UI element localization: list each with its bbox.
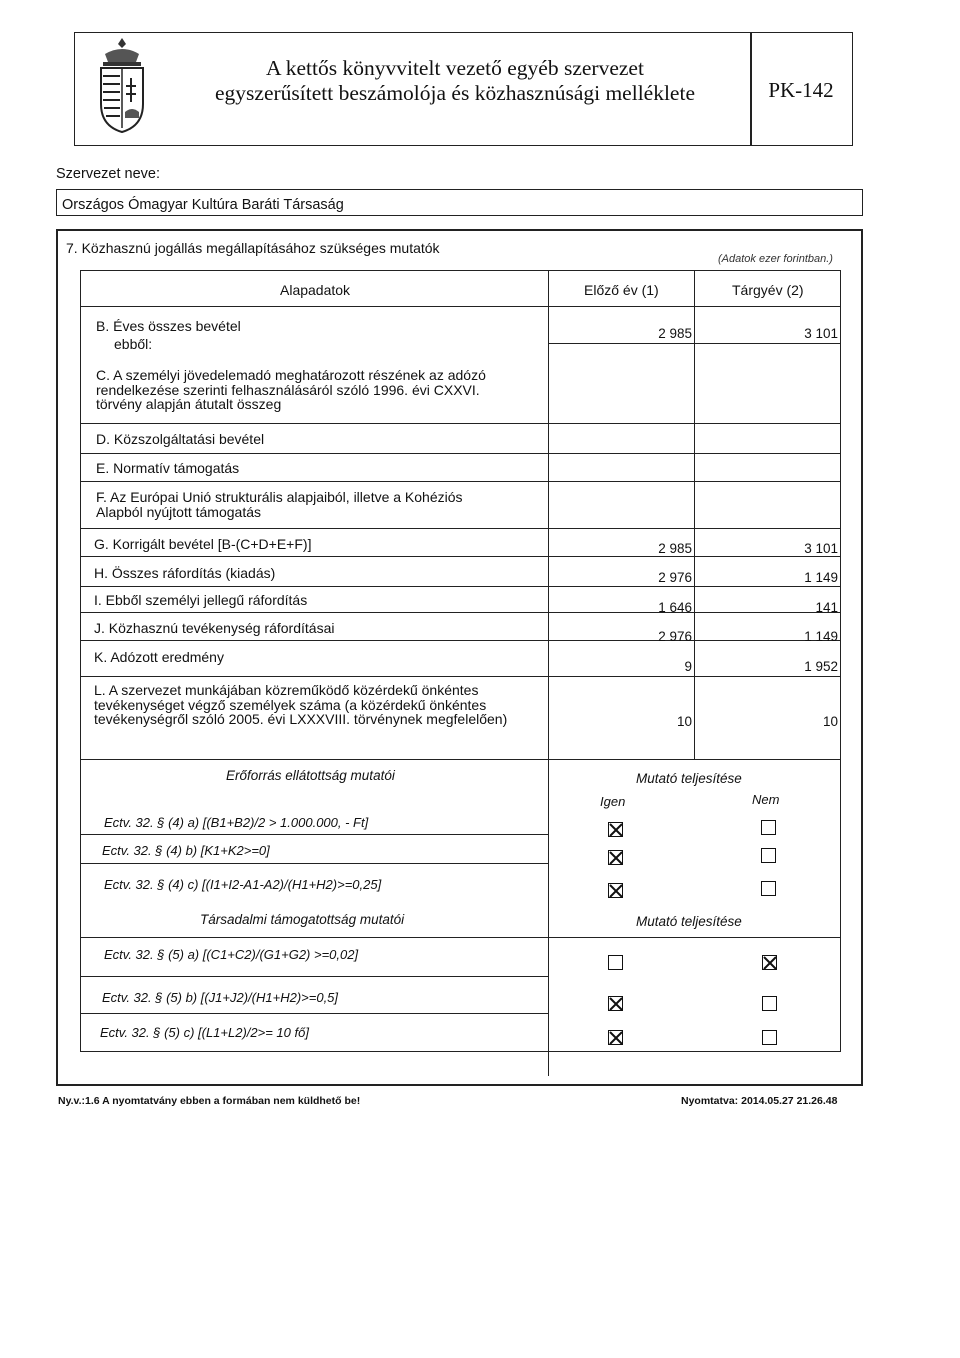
header-divider (750, 32, 752, 145)
ind-right (840, 760, 841, 1052)
row-sep (80, 423, 841, 424)
soc-a-no-checkbox[interactable] (762, 955, 777, 970)
ind-divider (548, 760, 549, 1076)
val-curr-i: 141 (815, 600, 838, 615)
row-label-b: B. Éves összes bevétel (96, 318, 241, 334)
res-a-yes-checkbox[interactable] (608, 822, 623, 837)
org-name: Országos Ómagyar Kultúra Baráti Társaság (62, 197, 344, 213)
row-sep (548, 343, 841, 344)
res-sep (80, 834, 548, 835)
social-result-title: Mutató teljesítése (636, 914, 742, 929)
coat-of-arms-icon (93, 36, 151, 136)
soc-label-a: Ectv. 32. § (5) a) [(C1+C2)/(G1+G2) >=0,02] (104, 947, 359, 962)
val-prev-b: 2 985 (658, 326, 692, 341)
row-label-i: I. Ebből személyi jellegű ráfordítás (94, 592, 308, 608)
row-label-e: E. Normatív támogatás (96, 460, 240, 476)
res-b-yes-checkbox[interactable] (608, 850, 623, 865)
col-header-prev: Előző év (1) (584, 282, 659, 298)
table-left (80, 270, 81, 760)
row-sep (80, 556, 841, 557)
row-label-j: J. Közhasznú tevékenység ráfordításai (94, 620, 335, 636)
footer-printed: Nyomtatva: 2014.05.27 21.26.48 (681, 1095, 838, 1107)
resources-result-title: Mutató teljesítése (636, 771, 742, 786)
soc-label-c: Ectv. 32. § (5) c) [(L1+L2)/2>= 10 fő] (100, 1025, 309, 1040)
ind-left (80, 760, 81, 1052)
table-bottom (80, 759, 841, 760)
ind-bottom (80, 1051, 841, 1052)
soc-label-b: Ectv. 32. § (5) b) [(J1+J2)/(H1+H2)>=0,5] (102, 990, 339, 1005)
val-prev-h: 2 976 (658, 570, 692, 585)
section-bottom-border (56, 1084, 863, 1086)
soc-b-yes-checkbox[interactable] (608, 996, 623, 1011)
form-title (160, 56, 750, 106)
val-prev-i: 1 646 (658, 600, 692, 615)
form-title-line1: A kettős könyvvitelt vezető egyéb szervezet (266, 56, 644, 80)
row-sep (80, 481, 841, 482)
col-header-base: Alapadatok (280, 282, 351, 298)
row-label-g: G. Korrigált bevétel [B-(C+D+E+F)] (94, 536, 312, 552)
val-curr-k: 1 952 (804, 659, 838, 674)
soc-a-yes-checkbox[interactable] (608, 955, 623, 970)
res-c-yes-checkbox[interactable] (608, 883, 623, 898)
unit-note: (Adatok ezer forintban.) (718, 253, 833, 265)
header-underline (80, 306, 841, 307)
res-label-c: Ectv. 32. § (4) c) [(I1+I2-A1-A2)/(H1+H2)>=0,25] (104, 877, 382, 892)
soc-sep (80, 976, 548, 977)
resources-title: Erőforrás ellátottság mutatói (226, 768, 395, 783)
form-code: PK-142 (768, 78, 834, 102)
row-sep (80, 676, 841, 677)
res-sep (80, 863, 548, 864)
form-title-line2: egyszerűsített beszámolója és közhasznúsági melléklete (215, 81, 695, 105)
val-curr-j: 1 149 (804, 629, 838, 644)
row-label-c: C. A személyi jövedelemadó meghatározott részének az adózó rendelkezése szerinti felhasználásáról szóló 1996. évi CXXVI. törvény alapján átutalt összeg (96, 367, 486, 412)
row-label-f: F. Az Európai Unió strukturális alapjaiból, illetve a Kohéziós Alapból nyújtott támogatás (96, 489, 463, 520)
col-header-curr: Tárgyév (2) (732, 282, 804, 298)
row-sep (80, 586, 841, 587)
val-curr-h: 1 149 (804, 570, 838, 585)
val-curr-b: 3 101 (804, 326, 838, 341)
row-label-k: K. Adózott eredmény (94, 649, 224, 665)
res-label-a: Ectv. 32. § (4) a) [(B1+B2)/2 > 1.000.000, - Ft] (104, 815, 369, 830)
row-label-d: D. Közszolgáltatási bevétel (96, 431, 265, 447)
row-sep (80, 453, 841, 454)
row-sep (80, 528, 841, 529)
soc-sep (80, 1013, 548, 1014)
ind-mid-separator (80, 937, 841, 938)
val-curr-l: 10 (822, 714, 838, 729)
section-title: 7. Közhasznú jogállás megállapításához szükséges mutatók (66, 240, 440, 256)
table-top (80, 270, 841, 271)
val-prev-k: 9 (684, 659, 692, 674)
val-prev-g: 2 985 (658, 541, 692, 556)
soc-b-no-checkbox[interactable] (762, 996, 777, 1011)
res-a-no-checkbox[interactable] (761, 820, 776, 835)
row-label-ebbol: ebből: (114, 336, 153, 352)
res-b-no-checkbox[interactable] (761, 848, 776, 863)
row-label-l: L. A szervezet munkájában közreműködő közérdekű önkéntes tevékenységet végző személyek száma (a közérdekű önkéntes tevékenységről szóló 2005. évi LXXXVIII. törvénynek megfelelően) (94, 682, 508, 727)
footer-note: Ny.v.:1.6 A nyomtatvány ebben a formában nem küldhető be! (58, 1095, 361, 1107)
org-label: Szervezet neve: (56, 166, 160, 182)
section-right-border (861, 229, 863, 1086)
section-top-border (56, 229, 863, 231)
row-label-h: H. Összes ráfordítás (kiadás) (94, 565, 276, 581)
section-left-border (56, 229, 58, 1086)
res-c-no-checkbox[interactable] (761, 881, 776, 896)
soc-c-no-checkbox[interactable] (762, 1030, 777, 1045)
val-curr-g: 3 101 (804, 541, 838, 556)
soc-c-yes-checkbox[interactable] (608, 1030, 623, 1045)
res-label-b: Ectv. 32. § (4) b) [K1+K2>=0] (102, 843, 270, 858)
val-prev-l: 10 (676, 714, 692, 729)
no-header: Nem (752, 792, 780, 807)
yes-header: Igen (600, 794, 626, 809)
val-prev-j: 2 976 (658, 629, 692, 644)
social-title: Társadalmi támogatottság mutatói (200, 912, 405, 927)
